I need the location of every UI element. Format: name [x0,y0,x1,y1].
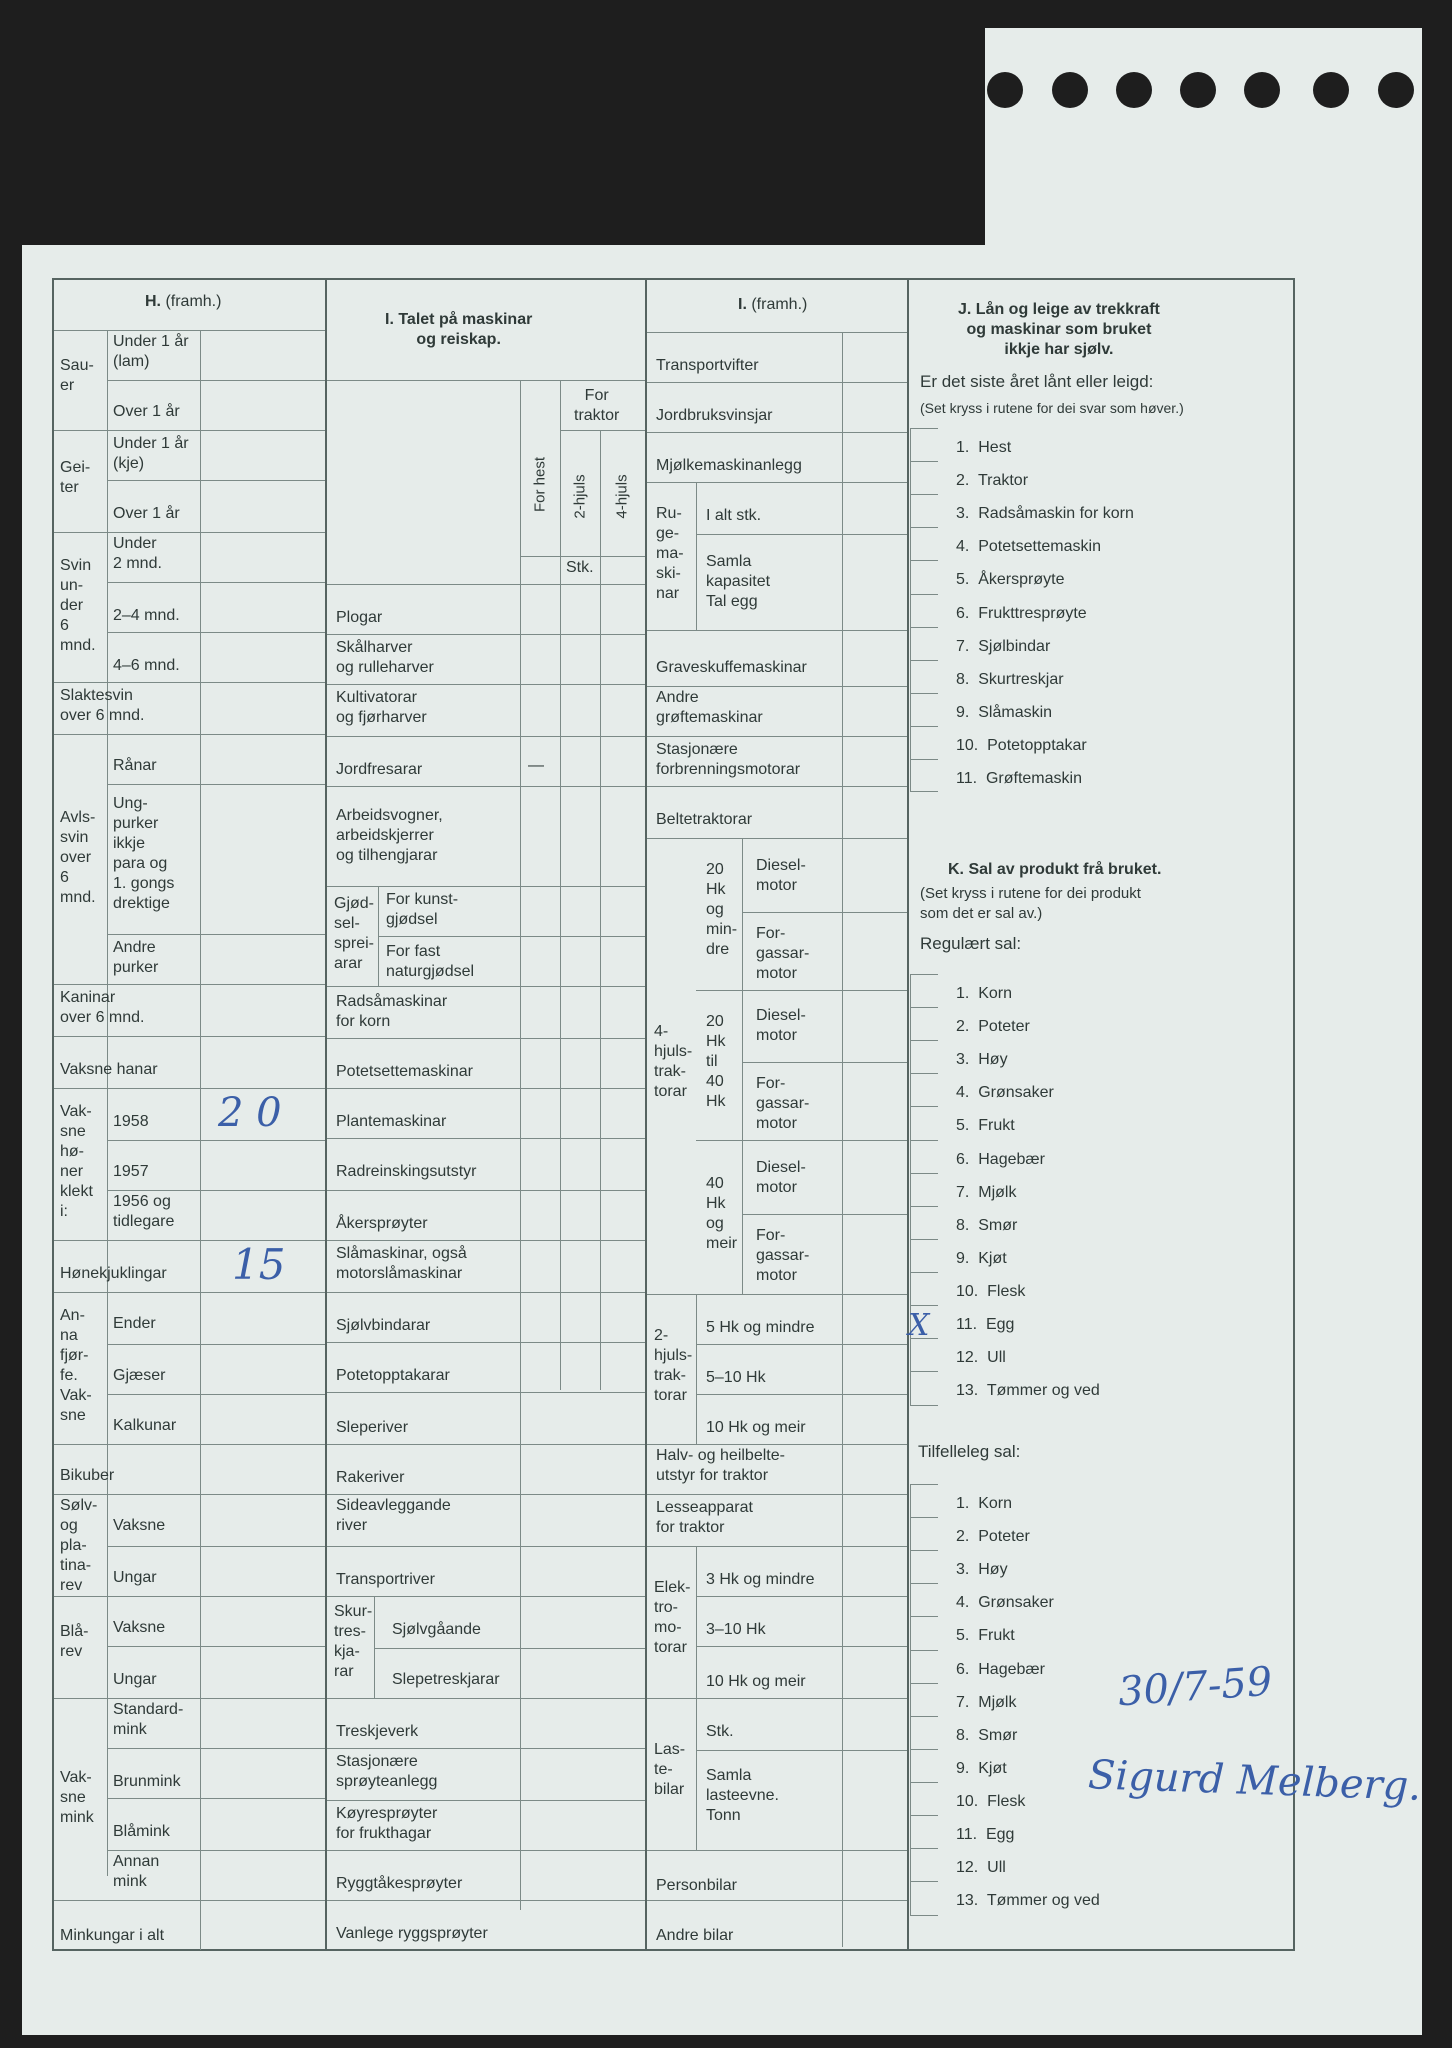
i2-row: Graveskuffemaskinar [656,659,807,676]
h-row: Hønekjuklingar [60,1265,167,1282]
checkbox-divider [910,461,938,462]
col-4hjuls: 4-hjuls [613,474,631,519]
i2-row: 40 Hk og meir [706,1175,738,1252]
i2-row: 2- hjuls- trak- torar [654,1327,693,1404]
h-row: Gei- ter [60,459,91,496]
i-row: Gjød- sel- sprei- arar [334,895,375,972]
checklist-item: 11. Egg [956,1826,1015,1843]
i2-row: Samla kapasitet Tal egg [706,553,771,610]
i2-row: Andre bilar [656,1927,734,1944]
i-row: Køyresprøyter for frukthagar [336,1805,438,1842]
i-row: Kultivatorar og fjørharver [336,689,427,726]
i-row: Sjølvbindarar [336,1317,431,1334]
checklist-item: 2. Traktor [956,472,1029,490]
checkbox-divider [910,1206,938,1207]
h-row: Ungar [113,1569,157,1586]
punch-hole [1244,72,1280,108]
h-row: Standard- mink [113,1701,184,1738]
section-k-title: K. Sal av produkt frå bruket. [948,861,1162,878]
h-row: 1957 [113,1163,149,1180]
h-row: Blå- rev [60,1623,89,1660]
h-row: Over 1 år [113,403,180,420]
h-row: Vak- sne mink [60,1769,94,1826]
h-row: Over 1 år [113,505,180,522]
checklist-item: 12. Ull [956,1349,1006,1367]
checkbox-divider [910,1749,938,1750]
punch-hole [987,72,1023,108]
h-row: Kaninar over 6 mnd. [60,989,145,1026]
i-row: Potetopptakarar [336,1367,450,1384]
checkbox-divider [910,660,938,661]
checklist-item: 11. Egg [956,1316,1015,1333]
k-occasional-checkbox-column[interactable] [910,1484,938,1916]
i2-row: Stasjonære forbrenningsmotorar [656,741,801,778]
i-row: Vanlege ryggsprøyter [336,1925,488,1942]
checklist-item: 2. Poteter [956,1018,1030,1036]
checklist-item: 10. Flesk [956,1792,1026,1810]
checklist-item: 9. Kjøt [956,1249,1007,1267]
i2-row: Las- te- bilar [654,1741,686,1798]
checklist-item: 6. Hagebær [956,1660,1045,1678]
j-checkbox-column[interactable] [910,428,938,792]
checkbox-divider [910,1140,938,1141]
checkbox-divider [910,693,938,694]
checkbox-divider [910,1073,938,1074]
checklist-item: 8. Skurtreskjar [956,670,1064,688]
h-row: Bikuber [60,1467,115,1484]
checkbox-divider [910,726,938,727]
i-row: Treskjeverk [336,1723,419,1740]
checkbox-divider [910,627,938,628]
checklist-item: 7. Mjølk [956,1183,1017,1201]
i2-row: 3–10 Hk [706,1621,766,1638]
handwritten-chicks: 15 [232,1240,286,1289]
checklist-item: 11. Grøftemaskin [956,770,1082,787]
h-row: Sau- er [60,357,94,394]
section-h-sub: (framh.) [165,293,222,310]
h-row: Vaksne [113,1619,166,1636]
handwritten-signature: Sigurd Melberg. [1087,1752,1422,1810]
h-row: Vaksne [113,1517,166,1534]
handwritten-date: 30/7-59 [1116,1658,1274,1716]
col-2hjuls: 2-hjuls [571,474,589,519]
h-row: Minkungar i alt [60,1927,165,1944]
h-row: Ungar [113,1671,157,1688]
section-k-hint: (Set kryss i rutene for dei produkt som det er sal av.) [920,885,1141,922]
i-row: Arbeidsvogner, arbeidskjerrer og tilhengjarar [336,807,443,864]
i2-row: 3 Hk og mindre [706,1571,815,1588]
i-row: For fast naturgjødsel [386,943,475,980]
i-row: Transportriver [336,1571,435,1588]
checklist-item: 8. Smør [956,1726,1018,1744]
checkbox-divider [910,1173,938,1174]
i2-row: Mjølkemaskinanlegg [656,457,802,474]
h-row: Svin un- der 6 mnd. [60,557,96,654]
checkbox-divider [910,1305,938,1306]
i-row: Stasjonære sprøyteanlegg [336,1753,438,1790]
i-row: Ryggtåkesprøyter [336,1875,463,1892]
stk-label: Stk. [566,559,594,576]
checklist-item: 3. Radsåmaskin for korn [956,505,1134,523]
i-row: For kunst- gjødsel [386,891,459,928]
checklist-item: 7. Sjølbindar [956,637,1051,655]
i2-row: Samla lasteevne. Tonn [706,1767,779,1824]
h-row: Ender [113,1315,156,1332]
i2-row: Stk. [706,1723,734,1740]
i2-row: For- gassar- motor [756,1075,810,1132]
checkbox-divider [910,1239,938,1240]
checkbox-divider [910,1106,938,1107]
checkbox-divider [910,1583,938,1584]
h-row: Brunmink [113,1773,181,1790]
i-row: Åkersprøyter [336,1215,428,1232]
i2-row: Transportvifter [656,357,759,374]
checklist-item: 13. Tømmer og ved [956,1382,1100,1400]
col-for-hest: For hest [531,456,549,513]
checkbox-divider [910,1517,938,1518]
handwritten-hens-1958: 2 0 [218,1090,282,1136]
i-row: Plogar [336,609,383,626]
h-row: 1958 [113,1113,149,1130]
checkbox-divider [910,1007,938,1008]
i-row: Jordfresarar [336,761,423,778]
h-row: Under 1 år (lam) [113,333,189,370]
checkbox-divider [910,1815,938,1816]
i2-row: Diesel- motor [756,1007,806,1044]
checklist-item: 10. Potetopptakar [956,736,1087,754]
i2-row: 20 Hk til 40 Hk [706,1013,726,1110]
h-row: An- na fjør- fe. Vak- sne [60,1307,92,1424]
i2-row: Jordbruksvinsjar [656,407,773,424]
h-row: Sølv- og pla- tina- rev [60,1497,98,1594]
checkbox-divider [910,560,938,561]
i-row: Sjølvgåande [392,1621,481,1638]
h-row: 2–4 mnd. [113,607,180,624]
i2-row: For- gassar- motor [756,925,810,982]
checklist-item: 3. Høy [956,1051,1008,1069]
checkbox-divider [910,1040,938,1041]
regular-sale-label: Regulært sal: [920,934,1022,953]
i-row: Skur- tres- kja- rar [334,1603,373,1680]
i2-row: 20 Hk og min- dre [706,861,738,958]
section-i-title: I. Talet på maskinar og reiskap. [385,311,533,348]
checkbox-divider [910,1683,938,1684]
h-row: Annan mink [113,1853,160,1890]
i-row: Slåmaskinar, også motorslåmaskinar [336,1245,467,1282]
checkbox-divider [910,594,938,595]
checklist-item: 7. Mjølk [956,1693,1017,1711]
i-row: Plantemaskinar [336,1113,447,1130]
i-row: Radsåmaskinar for korn [336,993,448,1030]
h-row: Under 1 år (kje) [113,435,189,472]
h-row: Gjæser [113,1367,166,1384]
checklist-item: 8. Smør [956,1216,1018,1234]
i2-row: Beltetraktorar [656,811,753,828]
i2-row: Halv- og heilbelte- utstyr for traktor [656,1447,785,1484]
h-row: Vaksne hanar [60,1061,158,1078]
section-j-hint: (Set kryss i rutene for dei svar som høver.) [920,400,1184,416]
h-row: Slaktesvin over 6 mnd. [60,687,145,724]
checklist-item: 1. Hest [956,439,1012,456]
i2-row: Ru- ge- ma- ski- nar [656,505,684,602]
checklist-item: 5. Åkersprøyte [956,571,1065,589]
checklist-item: 5. Frukt [956,1117,1015,1135]
i2-row: 4- hjuls- trak- torar [654,1023,693,1100]
punch-hole [1052,72,1088,108]
checkbox-divider [910,527,938,528]
h-row: Andre purker [113,939,159,976]
i-row: Rakeriver [336,1469,405,1486]
checkbox-divider [910,1272,938,1273]
i-row: Sleperiver [336,1419,409,1436]
i2-row: For- gassar- motor [756,1227,810,1284]
checklist-item: 1. Korn [956,1495,1013,1512]
i2-row: Personbilar [656,1877,737,1894]
h-row: Blåmink [113,1823,170,1840]
checkbox-divider [910,759,938,760]
checklist-item: 6. Frukttresprøyte [956,604,1087,622]
punch-hole [1180,72,1216,108]
checkbox-divider [910,494,938,495]
checklist-item: 13. Tømmer og ved [956,1892,1100,1910]
checklist-item: 1. Korn [956,985,1013,1002]
i2-row: Lesseapparat for traktor [656,1499,753,1536]
h-row: Rånar [113,757,157,774]
i2-row: I alt stk. [706,507,762,524]
h-row: Ung- purker ikkje para og 1. gongs drektige [113,795,175,912]
punch-hole [1378,72,1414,108]
checklist-item: 6. Hagebær [956,1150,1045,1168]
i-row: Skålharver og rulleharver [336,639,434,676]
occasional-sale-label: Tilfelleleg sal: [918,1442,1021,1461]
col-divider [645,280,647,1950]
i-row: Sideavleggande river [336,1497,451,1534]
checklist-item: 10. Flesk [956,1282,1026,1300]
col-divider [325,280,327,1950]
i2-row: 5–10 Hk [706,1369,766,1386]
section-i2-title: I. [738,296,747,313]
i2-row: 10 Hk og meir [706,1419,806,1436]
col-divider [907,280,909,1950]
checkbox-divider [910,1616,938,1617]
checklist-item: 4. Potetsettemaskin [956,538,1101,556]
checkbox-divider [910,1371,938,1372]
punch-hole [1116,72,1152,108]
h-row: Kalkunar [113,1417,177,1434]
h-row: Under 2 mnd. [113,535,162,572]
i2-row: 5 Hk og mindre [706,1319,815,1336]
i-row: Potetsettemaskinar [336,1063,473,1080]
h-row: 1956 og tidlegare [113,1193,175,1230]
i2-row: Diesel- motor [756,857,806,894]
for-traktor-header: For traktor [574,387,620,424]
h-row: Vak- sne hø- ner klekt i: [60,1103,93,1220]
checklist-item: 3. Høy [956,1561,1008,1579]
i2-row: Elek- tro- mo- torar [654,1579,691,1656]
section-h-title: H. [145,293,161,310]
checklist-item: 4. Grønsaker [956,1084,1054,1102]
binder-tab [985,28,1422,258]
checkbox-divider [910,1848,938,1849]
section-i2-sub: (framh.) [751,296,808,313]
checklist-item: 9. Kjøt [956,1759,1007,1777]
punch-hole [1313,72,1349,108]
checkbox-divider [910,1716,938,1717]
checkbox-divider [910,1881,938,1882]
checklist-item: 12. Ull [956,1859,1006,1877]
checklist-item: 5. Frukt [956,1627,1015,1645]
i-row: Radreinskingsutstyr [336,1163,477,1180]
dash-mark: — [528,757,544,774]
checklist-item: 2. Poteter [956,1528,1030,1546]
checkbox-divider [910,1550,938,1551]
checklist-item: 9. Slåmaskin [956,703,1053,721]
i2-row: Diesel- motor [756,1159,806,1196]
i2-row: Andre grøftemaskinar [656,689,763,726]
section-j-question: Er det siste året lånt eller leigd: [920,372,1154,391]
checklist-item: 4. Grønsaker [956,1594,1054,1612]
h-row: 4–6 mnd. [113,657,180,674]
section-j-title: J. Lån og leige av trekkraft og maskinar som bruket ikkje har sjølv. [958,301,1160,358]
i-row: Slepetreskjarar [392,1671,500,1688]
checkbox-divider [910,1650,938,1651]
i2-row: 10 Hk og meir [706,1673,806,1690]
checkbox-divider [910,1782,938,1783]
handwritten-egg-mark: X [908,1308,930,1343]
h-row: Avls- svin over 6 mnd. [60,809,96,906]
